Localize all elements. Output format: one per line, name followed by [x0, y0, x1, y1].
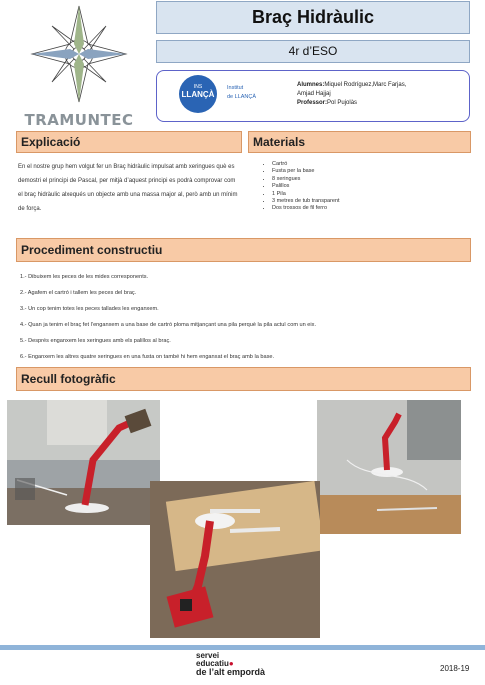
course-subtitle-text: 4r d’ESO [288, 44, 338, 58]
badge-line2: LLANÇÀ [181, 90, 215, 99]
page-title-text: Braç Hidràulic [251, 7, 375, 27]
materials-item: • 8 xeringues [272, 176, 340, 183]
footer-brand-line3: de l’alt empordà [196, 667, 266, 677]
materials-item: • Dos trossos de fil ferro [272, 205, 340, 212]
footer-brand [196, 652, 265, 676]
recull-heading [16, 367, 471, 391]
materials-list [254, 161, 340, 213]
materials-item: • Palillos [272, 183, 340, 190]
procediment-heading-text: Procediment constructiu [21, 243, 163, 257]
footer-brand-line1: servei [196, 651, 220, 660]
procediment-step: 1.- Dibuixem les peces de les mides corresponents. [20, 274, 149, 280]
course-subtitle [156, 40, 470, 63]
materials-item: • Cartró [272, 161, 340, 168]
badge-line1: INS [193, 84, 203, 90]
materials-heading-text: Materials [253, 135, 306, 149]
footer-brand-line2: educatiu [196, 659, 229, 668]
school-name-line1: Institut [227, 85, 244, 91]
school-badge [179, 75, 217, 113]
page-title [156, 1, 470, 34]
students-names-2: Amjad Hajjaj [297, 91, 331, 97]
tramuntec-logo [14, 4, 144, 129]
logo-text: TRAMUNTEC [24, 111, 134, 129]
photo-arm-left [7, 400, 160, 525]
procediment-step: 3.- Un cop tenim totes les peces tallades les enganxem. [20, 306, 159, 312]
procediment-step: 6.- Enganxem les altres quatre xeringues en una fusta on també hi hem enganxat el braç amb la base. [20, 354, 275, 360]
explicacio-text: En el nostre grup hem volgut fer un Braç hidràulic impulsat amb xeringues què es demostri el principi de Pascal, per mitjà d’aquest principi es podrà comprovar com el braç hidràulic alxequés un objecte amb una massa major al, però amb un mínim de força. [18, 164, 238, 212]
compass-star-icon [14, 4, 144, 104]
students-label: Alumnes: [297, 82, 325, 88]
school-card [156, 70, 470, 122]
materials-item: • 1 Pila [272, 191, 340, 198]
school-name-line2: de LLANÇÀ [227, 93, 257, 100]
teacher-label: Professor: [297, 100, 328, 106]
school-name [227, 84, 256, 102]
materials-heading [248, 131, 471, 153]
explicacio-heading [16, 131, 242, 153]
procediment-step: 5.- Després enganxem les xeringues amb els palillos al braç. [20, 338, 171, 344]
materials-item: • 3 metres de tub transparent [272, 198, 340, 205]
recull-heading-text: Recull fotogràfic [21, 372, 116, 386]
footer-year: 2018-19 [440, 664, 470, 673]
brand-dot-icon: ● [228, 659, 234, 668]
photo-arm-center [150, 481, 320, 638]
students-names: Miquel Rodríguez,Marc Farjas, [324, 82, 407, 88]
procediment-heading [16, 238, 471, 262]
explicacio-heading-text: Explicació [21, 135, 81, 149]
footer-line [0, 645, 485, 650]
materials-item: • Fusta per la base [272, 168, 340, 175]
photo-arm-right [317, 400, 461, 534]
procediment-step: 4.- Quan ja tenim el braç fet l’enganxem a una base de cartró ploma mitjançant una pila perquè la pila actuï com un eix. [20, 322, 317, 328]
teacher-name: Pol Pujolàs [327, 100, 358, 106]
procediment-steps [20, 274, 460, 370]
team-info [297, 81, 406, 108]
procediment-step: 2.- Agafem el cartró i tallem les peces del braç. [20, 290, 137, 296]
